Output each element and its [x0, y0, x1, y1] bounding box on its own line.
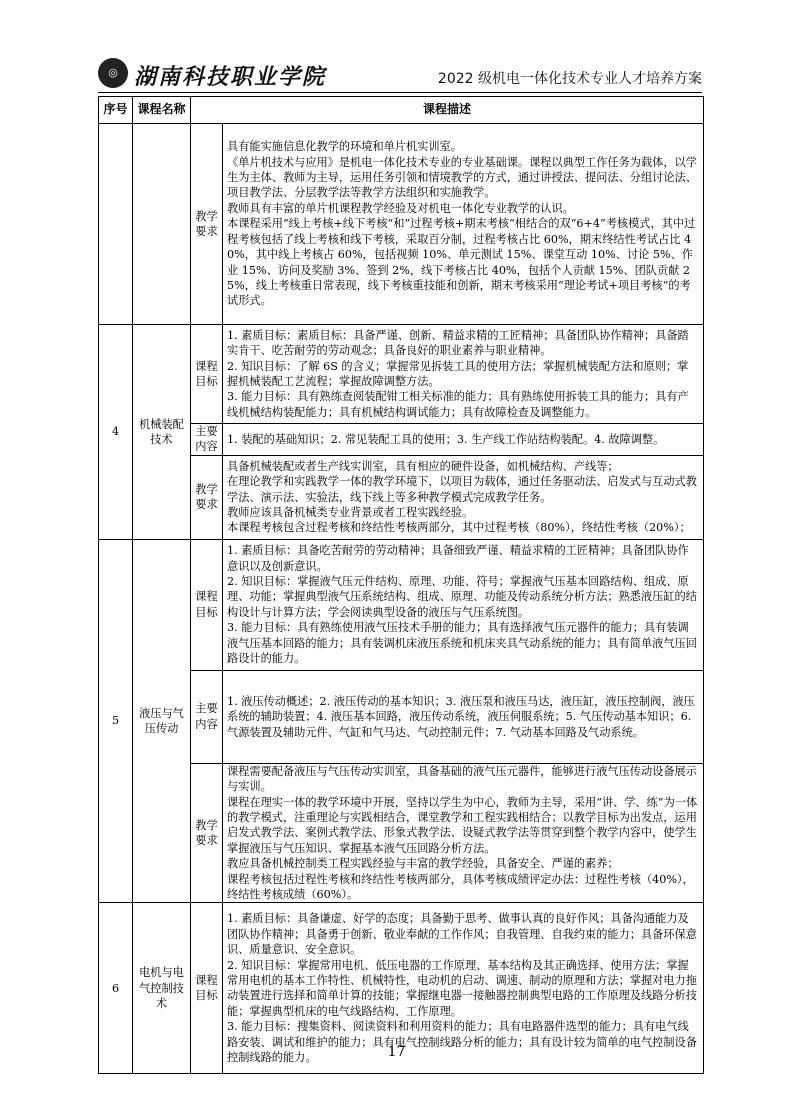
row-label-content: 主要内容 [191, 424, 223, 456]
row-main-content: 1. 装配的基础知识；2. 常见装配工具的使用；3. 生产线工作站结构装配。4. 故障调整。 [223, 424, 704, 456]
header-course-name: 课程名称 [133, 97, 191, 124]
row-course-name [133, 124, 191, 325]
course-table [98, 96, 704, 1074]
document-title: 2022 级机电一体化技术专业人才培养方案 [437, 71, 702, 87]
row-label-content: 主要内容 [191, 670, 223, 763]
row-number: 6 [99, 903, 133, 1074]
row-course-name: 电机与电气控制技术 [133, 903, 191, 1074]
header-seq: 序号 [99, 97, 133, 124]
page-header [98, 56, 702, 94]
row-course-goals: 1. 素质目标：具备谦虚、好学的态度；具备勤于思考、做事认真的良好作风；具备沟通能力及团队协作精神；具备勇于创新、敬业奉献的工作作风；自我管理、自我约束的能力；具备环保意识、质量意识、安全意识。 2. 知识目标：掌握常用电机、低压电器的工作原理、基本结构及其正确选择、使用方法；掌握常用电机的基本工作特性、机械特性，电动机的启动、调速、制动的原理和方法；掌握对电力拖动装置进行选择和简单计算的技能；掌握继电器一接触器控制典型电路的工作原理及线路分析技能；掌握典型机床的电气线路结构、工作原理。 3. 能力目标：搜集资料、阅读资料和利用资料的能力；具有电路器件选型的能力；具有电气线路安装、调试和维护的能力；具有电气控制线路分析的能力；具有设计较为简单的电气控制设备控制线路的能力。 [223, 903, 704, 1074]
row-label-teaching: 教学要求 [191, 455, 223, 539]
header-course-desc: 课程描述 [191, 97, 704, 124]
table-row [99, 124, 704, 325]
row-teaching-requirements: 具有能实施信息化教学的环境和单片机实训室。 《单片机技术与应用》是机电一体化技术专业的专业基础课。课程以典型工作任务为载体，以学生为主体、教师为主导，运用任务引领和情境教学的方式，通过讲授法、提问法、分组讨论法、项目教学法、分层教学法等教学方法组织和实施教学。 教师具有丰富的单片机课程教学经验及对机电一体化专业教学的认识。 本课程采用“线上考核+线下考核“和”过程考核+期末考核“相结合的双“6+4”考核模式，其中过程考核包括了线上考核和线下考核，采取百分制，过程考核占比 60%，期末终结性考试占比 40%，其中线上考核占 60%，包括视频 10%、单元测试 15%、课堂互动 10%、讨论 5%、作业 15%、访问及奖励 3%、签到 2%，线下考核占比 40%，包括个人贡献 15%、团队贡献 25%，线上考核重日常表现，线下考核重技能和创新，期末考核采用“理论考试+项目考核“的考试形式。 [223, 124, 704, 325]
table-header-row [99, 97, 704, 124]
row-course-goals: 1. 素质目标：具备吃苦耐劳的劳动精神；具备细致严谨、精益求精的工匠精神；具备团队协作意识以及创新意识。 2. 知识目标：掌握液气压元件结构、原理、功能、符号；掌握液气压基本回路结构、组成、原理、功能；掌握典型液气压系统结构、组成、原理、功能及传动系统分析方法；熟悉液压缸的结构设计与计算方法；学会阅读典型设备的液压与气压系统图。 3. 能力目标：具有熟练使用液气压技术手册的能力；具有选择液气压元器件的能力；具有装调液气压基本回路的能力；具有装调机床液压系统和机床夹具气动系统的能力；具有简单液气压回路设计的能力。 [223, 539, 704, 670]
row-label-goals: 课程目标 [191, 539, 223, 670]
row-label-goals: 课程目标 [191, 903, 223, 1074]
row-number: 5 [99, 539, 133, 903]
table-row [99, 539, 704, 670]
row-course-name: 机械装配技术 [133, 325, 191, 540]
row-number: 4 [99, 325, 133, 540]
row-label-teaching: 教学要求 [191, 763, 223, 903]
row-course-goals: 1. 素质目标：素质目标：具备严谨、创新、精益求精的工匠精神；具备团队协作精神；具备踏实肯干、吃苦耐劳的劳动观念；具备良好的职业素养与职业精神。 2. 知识目标：了解 6S 的含义；掌握常见拆装工具的使用方法；掌握机械装配方法和原则；掌握机械装配工艺流程；掌握故障调整方法。 3. 能力目标：具有熟练查阅装配钳工相关标准的能力；具有熟练使用拆装工具的能力；具有产线机械结构装配能力；具有机械结构调试能力；具有故障检查及调整能力。 [223, 325, 704, 424]
row-number [99, 124, 133, 325]
row-main-content: 1. 液压传动概述；2. 液压传动的基本知识；3. 液压泵和液压马达，液压缸，液压控制阀，液压系统的辅助装置；4. 液压基本回路，液压传动系统，液压伺服系统；5. 气压传动基本知识；6. 气源装置及辅助元件、气缸和气马达、气动控制元件；7. 气动基本回路及气动系统。 [223, 670, 704, 763]
row-label-goals: 课程目标 [191, 325, 223, 424]
school-logo: ◎ [98, 58, 128, 88]
row-course-name: 液压与气压传动 [133, 539, 191, 903]
row-teaching-requirements: 具备机械装配或者生产线实训室，具有相应的硬件设备，如机械结构、产线等； 在理论教学和实践教学一体的教学环境下，以项目为载体，通过任务驱动法、启发式与互动式教学法、演示法、实验法，线下线上等多种教学模式完成教学任务。 教师应该具备机械类专业背景或者工程实践经验。 本课程考核包含过程考核和终结性考核两部分，其中过程考核（80%），终结性考核（20%）； [223, 455, 704, 539]
table-row [99, 325, 704, 424]
header-divider [98, 92, 702, 93]
row-teaching-requirements: 课程需要配备液压与气压传动实训室，具备基础的液气压元器件，能够进行液气压传动设备展示与实训。 课程在理实一体的教学环境中开展，坚持以学生为中心，教师为主导，采用“讲、学、练”为一体的教学模式，注重理论与实践相结合，课堂教学和工程实践相结合；以教学目标为出发点，运用启发式教学法、案例式教学法、形象式教学法、设疑式教学法等贯穿到整个教学内容中，使学生掌握液压与气压知识、掌握基本液气压回路分析方法。 教应具备机械控制类工程实践经验与丰富的教学经验，具备安全、严谨的素养； 课程考核包括过程性考核和终结性考核两部分，具体考核成绩评定办法：过程性考核（40%），终结性考核成绩（60%）。 [223, 763, 704, 903]
row-label-teaching: 教学要求 [191, 124, 223, 325]
page-number: 17 [387, 1044, 406, 1060]
school-name: 湖南科技职业学院 [134, 64, 327, 90]
